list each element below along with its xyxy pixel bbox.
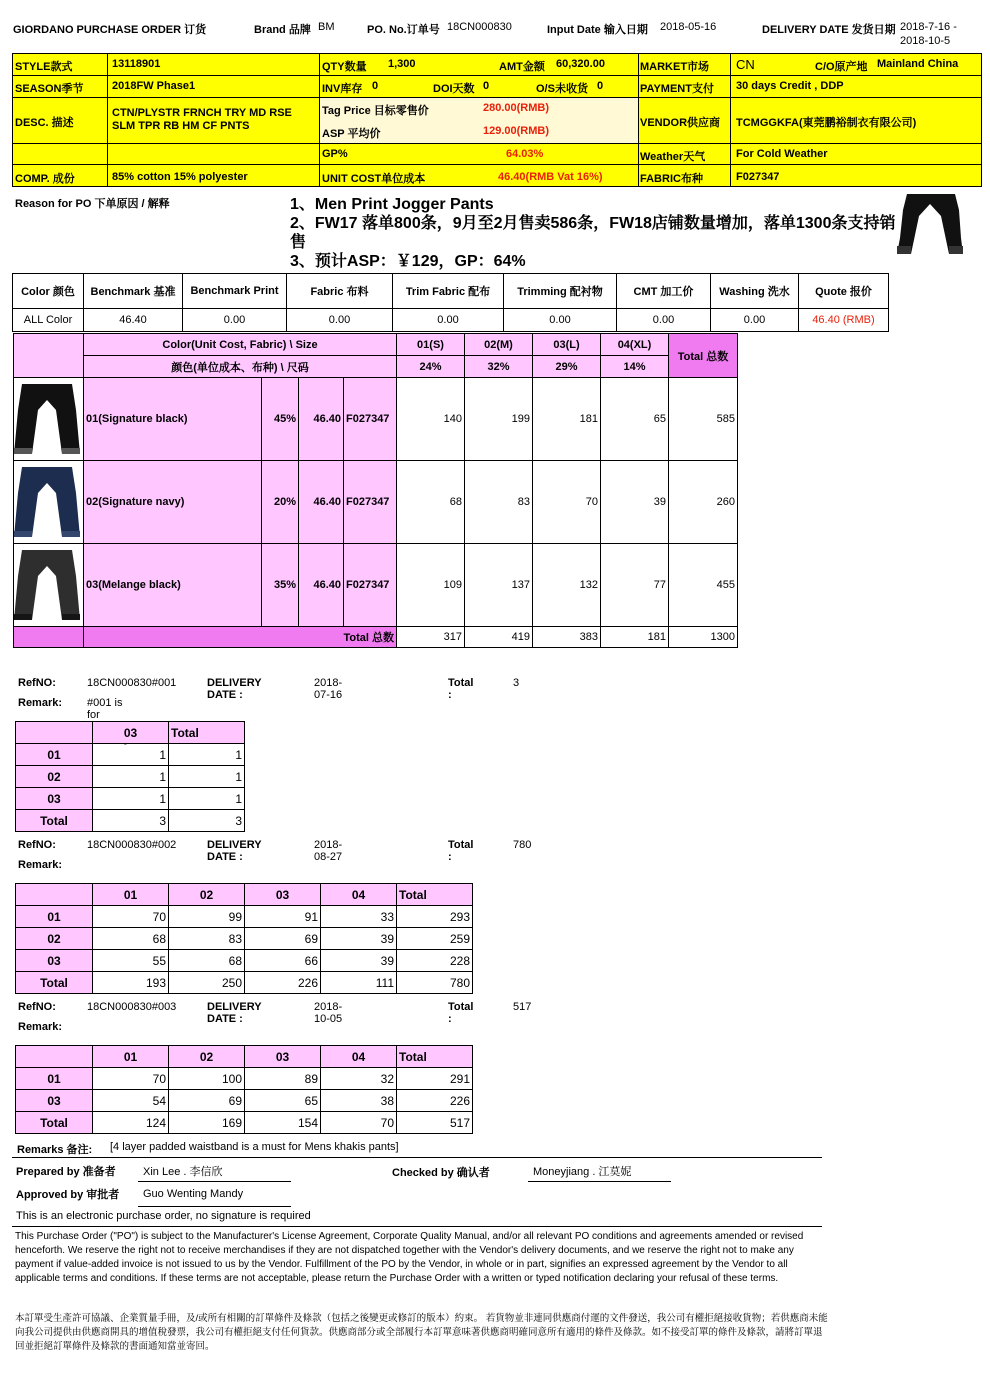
cell: 39 [321, 950, 397, 972]
cell: 32 [321, 1068, 397, 1090]
qty-cell: 70 [533, 461, 601, 544]
col-header: 04 [321, 1046, 397, 1068]
season-label: SEASON季节 [15, 83, 84, 95]
reason-text [290, 195, 900, 271]
ref-delivery-label: DELIVERY DATE : [207, 677, 262, 701]
payment-value: 30 days Credit , DDP [736, 80, 844, 92]
cost-header: CMT 加工价 [617, 274, 711, 309]
cell: 111 [321, 972, 397, 994]
cell: 1 [93, 788, 169, 810]
size-header: 04(XL) [601, 334, 669, 356]
cell: 70 [93, 1068, 169, 1090]
cell: 291 [397, 1068, 473, 1090]
row-header: Total [16, 972, 93, 994]
ref-002-table [15, 883, 473, 994]
os-label: O/S未收货 [536, 83, 588, 95]
color-pct: 35% [262, 544, 299, 627]
col-header: 03 [93, 722, 169, 744]
cell: 1 [93, 744, 169, 766]
desc-value: CTN/PLYSTR FRNCH TRY MD RSE SLM TPR RB HM CF PNTS [112, 107, 292, 132]
ref-delivery-value: 2018-07-16 [314, 677, 343, 701]
qty-cell: 181 [533, 378, 601, 461]
col-header: Total [169, 722, 245, 744]
cell: 293 [397, 906, 473, 928]
tag-price-value: 280.00(RMB) [483, 102, 550, 114]
cost-value: 0.00 [393, 309, 504, 332]
checked-by-value: Moneyjiang . 江莫妮 [533, 1166, 632, 1178]
col-header [16, 1046, 93, 1068]
cost-value: 0.00 [183, 309, 287, 332]
cell: 228 [397, 950, 473, 972]
unit-cost-value: 46.40(RMB Vat 16%) [498, 171, 603, 183]
reason-line-2: 2、FW17 落单800条，9月至2月售卖586条，FW18店铺数量增加，落单1300条支持销售 [290, 215, 896, 251]
cell: 69 [245, 928, 321, 950]
doi-label: DOI天数 [433, 83, 475, 95]
brand-value: BM [318, 21, 335, 33]
ref-total-value: 517 [513, 1001, 532, 1013]
market-value: CN [736, 57, 755, 72]
color-name: 01(Signature black) [84, 378, 262, 461]
amt-value: 60,320.00 [556, 58, 605, 70]
cell: 780 [397, 972, 473, 994]
qty-cell: 137 [465, 544, 533, 627]
cost-breakdown-table [12, 273, 889, 332]
color-fabric: F027347 [344, 378, 397, 461]
size-ratio: 29% [533, 356, 601, 378]
ref-total-label: Total : [448, 677, 474, 701]
color-name: 02(Signature navy) [84, 461, 262, 544]
grand-total: 1300 [669, 627, 738, 648]
asp-label: ASP 平均价 [322, 128, 381, 140]
product-image [893, 190, 968, 258]
color-thumbnail [14, 544, 84, 627]
row-total: 585 [669, 378, 738, 461]
size-total: 419 [465, 627, 533, 648]
ref-total-value: 3 [513, 677, 520, 689]
cost-header: Washing 洗水 [711, 274, 799, 309]
refno-value: 18CN000830#001 [87, 677, 177, 689]
input-date-value: 2018-05-16 [660, 21, 717, 33]
ref-003-table [15, 1045, 473, 1134]
cell: 3 [169, 810, 245, 832]
color-pct: 20% [262, 461, 299, 544]
cell: 250 [169, 972, 245, 994]
col-header [16, 884, 93, 906]
refno-label: RefNO: [18, 839, 56, 851]
origin-label: C/O原产地 [815, 61, 868, 73]
remarks-label: Remarks 备注: [17, 1144, 93, 1156]
remark-value: #001 is for [87, 697, 123, 721]
asp-value: 129.00(RMB) [483, 125, 550, 137]
cell: 1 [169, 744, 245, 766]
reason-line-3: 3、预计ASP：￥129，GP：64% [290, 253, 526, 270]
row-header: 03 [16, 1090, 93, 1112]
fabric-value: F027347 [736, 171, 780, 183]
cost-value: 0.00 [617, 309, 711, 332]
color-cost: 46.40 [299, 461, 344, 544]
cost-value: ALL Color [13, 309, 84, 332]
po-number-value: 18CN000830 [447, 21, 512, 33]
gp-label: GP% [322, 148, 348, 160]
size-ratio: 32% [465, 356, 533, 378]
cost-value: 0.00 [504, 309, 617, 332]
cost-value: 0.00 [287, 309, 393, 332]
row-header: 03 [16, 788, 93, 810]
qty-cell: 77 [601, 544, 669, 627]
col-header: Total [397, 884, 473, 906]
color-thumbnail [14, 378, 84, 461]
size-header: 01(S) [397, 334, 465, 356]
col-header: Total [397, 1046, 473, 1068]
weather-value: For Cold Weather [736, 148, 828, 160]
cell: 1 [169, 766, 245, 788]
delivery-date-line2: 2018-10-5 [900, 35, 951, 47]
cell: 38 [321, 1090, 397, 1112]
os-value: 0 [597, 80, 604, 92]
gp-value: 64.03% [506, 148, 544, 160]
size-ratio: 24% [397, 356, 465, 378]
size-total: 383 [533, 627, 601, 648]
cell: 226 [245, 972, 321, 994]
cost-header: Fabric 布料 [287, 274, 393, 309]
row-total: 455 [669, 544, 738, 627]
approved-by-value: Guo Wenting Mandy [143, 1188, 244, 1200]
po-title: GIORDANO PURCHASE ORDER 订货 [13, 24, 207, 36]
inventory-value: 0 [372, 80, 379, 92]
ref-delivery-label: DELIVERY DATE : [207, 1001, 262, 1025]
cell: 259 [397, 928, 473, 950]
approved-by-label: Approved by 审批者 [16, 1189, 120, 1201]
style-value: 13118901 [112, 58, 161, 70]
ref-delivery-label: DELIVERY DATE : [207, 839, 262, 863]
cell: 517 [397, 1112, 473, 1134]
reason-label: Reason for PO 下单原因 / 解释 [15, 198, 170, 210]
size-header: 03(L) [533, 334, 601, 356]
cost-value: 46.40 [84, 309, 183, 332]
cell: 193 [93, 972, 169, 994]
qty-cell: 199 [465, 378, 533, 461]
electronic-notice: This is an electronic purchase order, no signature is required [16, 1210, 311, 1222]
vendor-label: VENDOR供应商 [640, 117, 721, 129]
size-ratio: 14% [601, 356, 669, 378]
color-cost: 46.40 [299, 378, 344, 461]
col-header: 04 [321, 884, 397, 906]
qty-cell: 132 [533, 544, 601, 627]
cell: 66 [245, 950, 321, 972]
cost-header: Color 颜色 [13, 274, 84, 309]
doi-value: 0 [483, 80, 490, 92]
refno-value: 18CN000830#002 [87, 839, 177, 851]
color-row [14, 544, 738, 627]
footer-corner [14, 627, 84, 648]
size-matrix-table [13, 333, 738, 648]
cell: 3 [93, 810, 169, 832]
ref-001-table [15, 721, 245, 832]
ref-delivery-value: 2018-10-05 [314, 1001, 343, 1025]
row-header: 02 [16, 928, 93, 950]
row-header: 03 [16, 950, 93, 972]
size-total: 181 [601, 627, 669, 648]
cost-header: Trimming 配衬物 [504, 274, 617, 309]
weather-label: Weather天气 [640, 151, 706, 163]
row-header: Total [16, 810, 93, 832]
composition-value: 85% cotton 15% polyester [112, 171, 248, 183]
remark-label: Remark: [18, 697, 63, 709]
tag-price-label: Tag Price 目标零售价 [322, 105, 429, 117]
brand-label: Brand 品牌 [254, 24, 311, 36]
prepared-by-value: Xin Lee . 李信欣 [143, 1166, 223, 1178]
color-pct: 45% [262, 378, 299, 461]
row-header: Total [16, 1112, 93, 1134]
cell: 124 [93, 1112, 169, 1134]
reason-line-1: 1、Men Print Jogger Pants [290, 196, 494, 213]
qty-label: QTY数量 [322, 61, 367, 73]
cell: 70 [93, 906, 169, 928]
prepared-by-label: Prepared by 准备者 [16, 1166, 116, 1178]
inventory-label: INV库存 [322, 83, 363, 95]
color-thumbnail [14, 461, 84, 544]
input-date-label: Input Date 输入日期 [547, 24, 648, 36]
po-number-label: PO. No.订单号 [367, 24, 440, 36]
ref-delivery-value: 2018-08-27 [314, 839, 343, 863]
remark-label: Remark: [18, 859, 63, 871]
cost-value: 0.00 [711, 309, 799, 332]
ref-total-label: Total : [448, 839, 474, 863]
color-cost: 46.40 [299, 544, 344, 627]
desc-label: DESC. 描述 [15, 117, 74, 129]
cell: 33 [321, 906, 397, 928]
cell: 226 [397, 1090, 473, 1112]
market-label: MARKET市场 [640, 61, 710, 73]
cost-header: Benchmark 基准 [84, 274, 183, 309]
delivery-date-label: DELIVERY DATE 发货日期 [762, 24, 896, 36]
qty-cell: 39 [601, 461, 669, 544]
checked-by-label: Checked by 确认者 [392, 1167, 490, 1179]
matrix-total-header: Total 总数 [669, 334, 738, 378]
legal-chinese: 本訂單受生產許可協議、企業質量手冊，及/或所有相關的訂單條件及條款（包括之後變更或修訂的版本）約束。 若貨物並非連同供應商付運的文件發送，我公司有權拒絕接收貨物；若供應商未能向我公司提供由供應商開具的增值稅發票，我公司有權拒絕支付任何貨款。供應商部分或全部履行本訂單意味著供應商明確同意所有適用的條件及條款。如不接受訂單的條件及條款，請將訂單退回並拒絕訂單條件及條款的書面通知當並寄回。 [15, 1313, 828, 1352]
cell: 65 [245, 1090, 321, 1112]
ref-total-label: Total : [448, 1001, 474, 1025]
color-fabric: F027347 [344, 461, 397, 544]
season-value: 2018FW Phase1 [112, 80, 196, 92]
ref-total-value: 780 [513, 839, 532, 851]
col-header: 01 [93, 884, 169, 906]
col-header: 03 [245, 1046, 321, 1068]
quote-value: 46.40 (RMB) [799, 309, 889, 332]
cost-header: Trim Fabric 配布 [393, 274, 504, 309]
col-header: 02 [169, 1046, 245, 1068]
row-header: 01 [16, 744, 93, 766]
legal-english: This Purchase Order ("PO") is subject to the Manufacturer's License Agreement, Corporate Quality Manual, and/or all relevant PO conditions and agreements amended or revised henceforth. We reserve the right not to receive merchandises if they are not dispatched together with the Vendor's delivery documents, and we reserve the right not to make any payment if value-added invoice is not issued to us by the Vendor. Fulfillment of the PO by the Vendor, in whole or in part, signifies an expressed agreement by the Vendor to all applicable terms and conditions. If these terms are not acceptable, please return the Purchase Order with a written or typed notification declaring your refusal of these terms. [15, 1231, 804, 1284]
remark-label: Remark: [18, 1021, 63, 1033]
qty-cell: 68 [397, 461, 465, 544]
remarks-value: [4 layer padded waistband is a must for Mens khakis pants] [110, 1141, 399, 1153]
cell: 89 [245, 1068, 321, 1090]
amt-label: AMT金额 [499, 61, 545, 73]
cell: 70 [321, 1112, 397, 1134]
fabric-label: FABRIC布种 [640, 173, 703, 185]
cost-header: Quote 报价 [799, 274, 889, 309]
payment-label: PAYMENT支付 [640, 83, 714, 95]
cell: 154 [245, 1112, 321, 1134]
size-total: 317 [397, 627, 465, 648]
color-fabric: F027347 [344, 544, 397, 627]
row-header: 01 [16, 1068, 93, 1090]
composition-label: COMP. 成份 [15, 173, 75, 185]
matrix-corner [14, 334, 84, 378]
cost-header: Benchmark Print [183, 274, 287, 309]
style-label: STYLE款式 [15, 61, 73, 73]
qty-cell: 65 [601, 378, 669, 461]
style-info-grid [12, 53, 982, 187]
origin-value: Mainland China [877, 58, 959, 70]
color-row [14, 378, 738, 461]
color-name: 03(Melange black) [84, 544, 262, 627]
cell: 39 [321, 928, 397, 950]
qty-cell: 140 [397, 378, 465, 461]
qty-cell: 83 [465, 461, 533, 544]
row-header: 01 [16, 906, 93, 928]
refno-label: RefNO: [18, 1001, 56, 1013]
matrix-footer-label: Total 总数 [84, 627, 397, 648]
qty-cell: 109 [397, 544, 465, 627]
color-row [14, 461, 738, 544]
cell: 83 [169, 928, 245, 950]
col-header [16, 722, 93, 744]
vendor-value: TCMGGKFA(東莞鹏裕制衣有限公司) [736, 117, 917, 129]
cell: 99 [169, 906, 245, 928]
col-header: 03 [245, 884, 321, 906]
col-header: 02 [169, 884, 245, 906]
unit-cost-label: UNIT COST单位成本 [322, 173, 426, 185]
cell: 54 [93, 1090, 169, 1112]
cell: 68 [169, 950, 245, 972]
cell: 1 [93, 766, 169, 788]
qty-value: 1,300 [388, 58, 416, 70]
row-total: 260 [669, 461, 738, 544]
refno-value: 18CN000830#003 [87, 1001, 177, 1013]
cell: 91 [245, 906, 321, 928]
refno-label: RefNO: [18, 677, 56, 689]
matrix-head-en: Color(Unit Cost, Fabric) \ Size [84, 334, 397, 356]
cell: 100 [169, 1068, 245, 1090]
cell: 1 [169, 788, 245, 810]
cell: 69 [169, 1090, 245, 1112]
cell: 55 [93, 950, 169, 972]
cell: 169 [169, 1112, 245, 1134]
row-header: 02 [16, 766, 93, 788]
delivery-date-line1: 2018-7-16 - [900, 21, 957, 33]
col-header: 01 [93, 1046, 169, 1068]
matrix-head-cn: 颜色(单位成本、布种) \ 尺码 [84, 356, 397, 378]
size-header: 02(M) [465, 334, 533, 356]
cell: 68 [93, 928, 169, 950]
